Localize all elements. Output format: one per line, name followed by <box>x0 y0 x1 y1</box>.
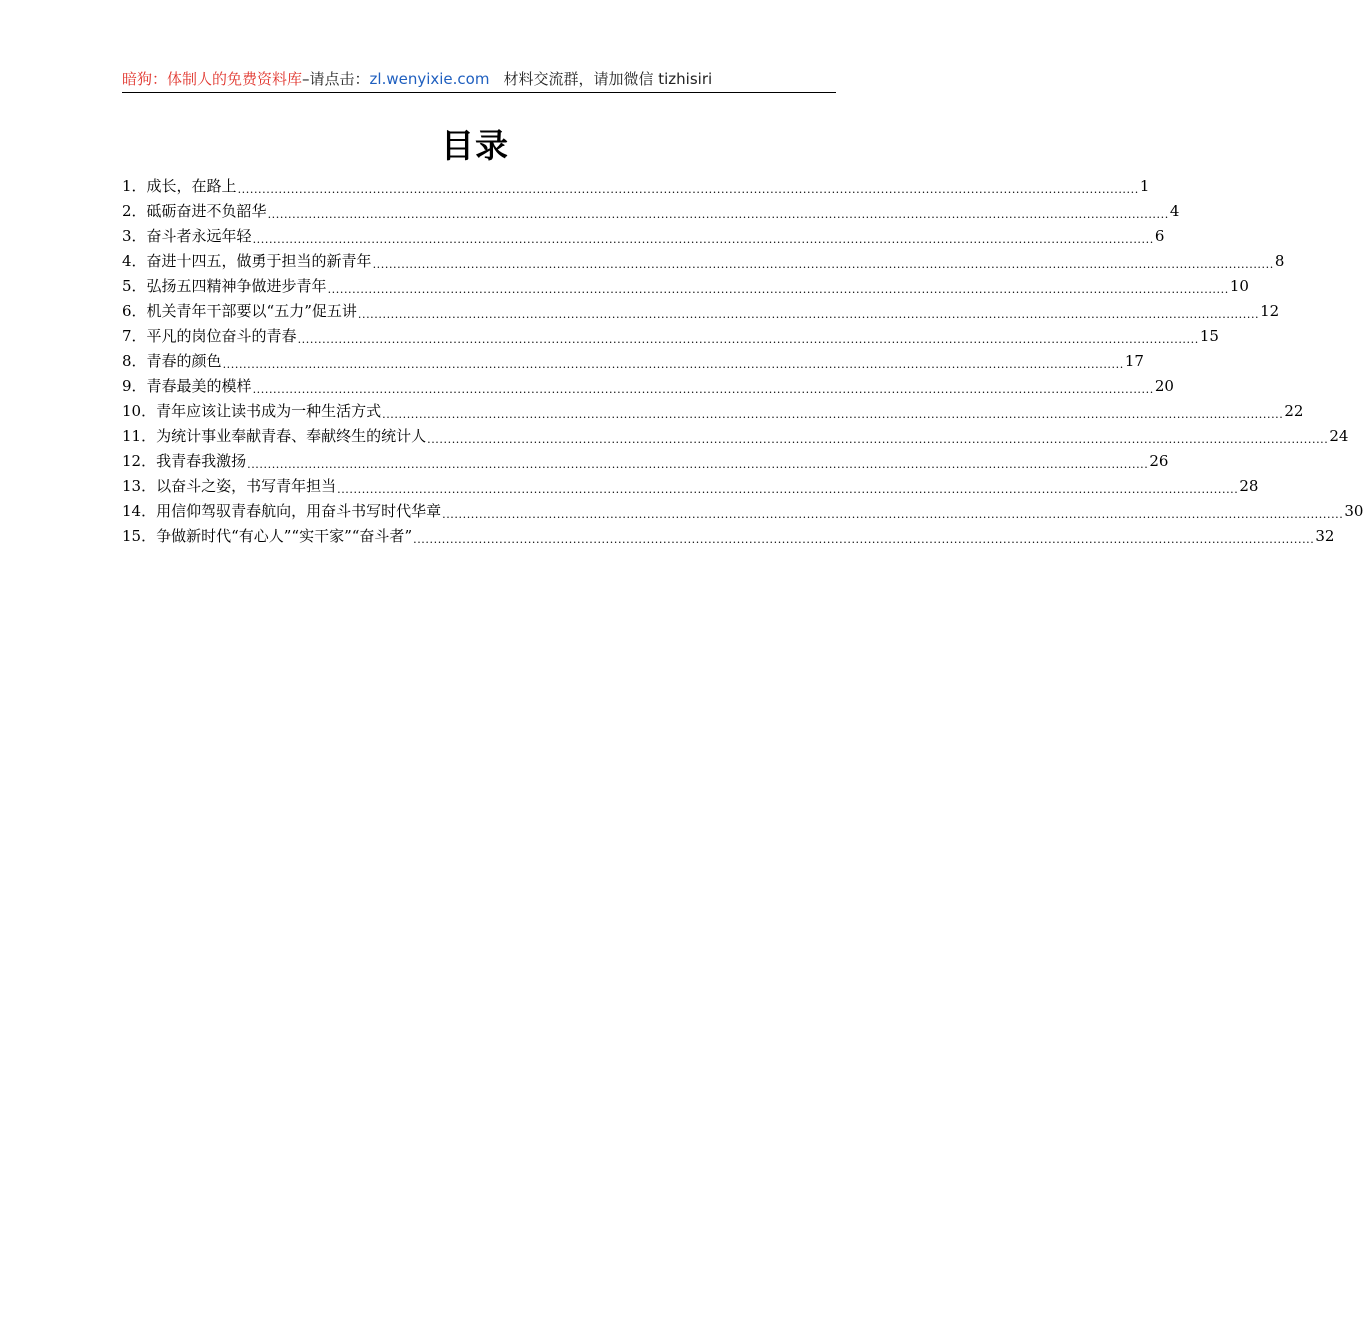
toc-leader-dots: ............................................................................................................................................................................................................................ <box>427 433 1329 446</box>
toc-entry-page: 4 <box>1169 202 1180 220</box>
toc-entry[interactable] <box>122 524 1335 549</box>
header-prompt: –请点击： <box>302 70 370 88</box>
header-brand: 暗狗：体制人的免费资料库 <box>122 70 303 88</box>
toc-entry-title: 砥砺奋进不负韶华 <box>146 202 267 220</box>
toc-leader-dots: ............................................................................................................................................................................................................................ <box>252 233 1154 246</box>
toc-entry-number: 6． <box>122 302 147 320</box>
toc-entry-page: 12 <box>1260 302 1280 320</box>
toc-entry-title: 平凡的岗位奋斗的青春 <box>146 327 297 345</box>
toc-leader-dots: ............................................................................................................................................................................................................................ <box>357 308 1260 321</box>
table-of-contents <box>122 174 1363 549</box>
toc-entry[interactable] <box>122 324 1219 349</box>
toc-entry-title: 为统计事业奉献青春、奉献终生的统计人 <box>156 427 427 445</box>
toc-entry-page: 32 <box>1315 527 1335 545</box>
header-wechat: 材料交流群，请加微信 tizhisiri <box>503 70 713 88</box>
toc-entry-number: 7． <box>122 327 147 345</box>
toc-entry[interactable] <box>122 399 1304 424</box>
toc-entry[interactable] <box>122 249 1285 274</box>
toc-entry-page: 8 <box>1274 252 1285 270</box>
toc-leader-dots: ............................................................................................................................................................................................................................ <box>247 458 1149 471</box>
toc-entry-title: 成长，在路上 <box>146 177 237 195</box>
header-url-link[interactable]: zl.wenyixie.com <box>369 70 490 88</box>
toc-leader-dots: ............................................................................................................................................................................................................................ <box>252 383 1154 396</box>
toc-entry-page: 28 <box>1239 477 1259 495</box>
toc-entry-page: 24 <box>1329 427 1349 445</box>
toc-entry[interactable] <box>122 349 1144 374</box>
toc-entry-page: 26 <box>1149 452 1169 470</box>
toc-entry-title: 我青春我激扬 <box>156 452 247 470</box>
toc-leader-dots: ............................................................................................................................................................................................................................ <box>267 208 1169 221</box>
toc-entry-page: 22 <box>1284 402 1304 420</box>
toc-leader-dots: ............................................................................................................................................................................................................................ <box>237 183 1139 196</box>
toc-leader-dots: ............................................................................................................................................................................................................................ <box>297 333 1199 346</box>
toc-entry[interactable] <box>122 499 1363 524</box>
toc-entry-number: 2． <box>122 202 147 220</box>
toc-entry-number: 10． <box>122 402 157 420</box>
toc-entry-page: 30 <box>1344 502 1363 520</box>
toc-entry-number: 14． <box>122 502 157 520</box>
toc-entry-title: 青年应该让读书成为一种生活方式 <box>156 402 382 420</box>
toc-entry-title: 机关青年干部要以“五力”促五讲 <box>146 302 357 320</box>
toc-leader-dots: ............................................................................................................................................................................................................................ <box>442 508 1344 521</box>
toc-leader-dots: ............................................................................................................................................................................................................................ <box>337 483 1239 496</box>
toc-entry-page: 17 <box>1124 352 1144 370</box>
toc-entry[interactable] <box>122 274 1249 299</box>
toc-entry[interactable] <box>122 299 1280 324</box>
page-header <box>122 66 836 92</box>
toc-entry-number: 12． <box>122 452 157 470</box>
toc-entry[interactable] <box>122 449 1169 474</box>
toc-entry-number: 1． <box>122 177 147 195</box>
toc-entry[interactable] <box>122 424 1349 449</box>
toc-entry-number: 3． <box>122 227 147 245</box>
toc-entry-page: 6 <box>1154 227 1165 245</box>
page-title: 目录 <box>441 126 509 165</box>
toc-entry-number: 15． <box>122 527 157 545</box>
toc-entry-number: 5． <box>122 277 147 295</box>
toc-entry[interactable] <box>122 474 1259 499</box>
toc-entry-title: 青春最美的模样 <box>146 377 252 395</box>
toc-entry-number: 13． <box>122 477 157 495</box>
toc-leader-dots: ............................................................................................................................................................................................................................ <box>382 408 1284 421</box>
toc-entry[interactable] <box>122 224 1165 249</box>
toc-entry-number: 11． <box>122 427 157 445</box>
toc-leader-dots: ............................................................................................................................................................................................................................ <box>372 258 1274 271</box>
toc-entry-page: 20 <box>1154 377 1174 395</box>
toc-entry-page: 10 <box>1229 277 1249 295</box>
toc-leader-dots: ............................................................................................................................................................................................................................ <box>222 358 1124 371</box>
toc-entry-page: 15 <box>1199 327 1219 345</box>
toc-entry-title: 弘扬五四精神争做进步青年 <box>146 277 327 295</box>
toc-entry-title: 用信仰驾驭青春航向，用奋斗书写时代华章 <box>156 502 442 520</box>
toc-entry[interactable] <box>122 199 1180 224</box>
toc-entry-number: 8． <box>122 352 147 370</box>
toc-entry[interactable] <box>122 374 1174 399</box>
toc-entry-title: 以奋斗之姿，书写青年担当 <box>156 477 337 495</box>
toc-entry-title: 争做新时代“有心人”“实干家”“奋斗者” <box>156 527 413 545</box>
toc-entry-number: 4． <box>122 252 147 270</box>
toc-leader-dots: ............................................................................................................................................................................................................................ <box>413 533 1315 546</box>
toc-entry-title: 奋进十四五，做勇于担当的新青年 <box>146 252 372 270</box>
header-divider <box>122 92 836 93</box>
toc-entry-page: 1 <box>1139 177 1150 195</box>
toc-entry-title: 奋斗者永远年轻 <box>146 227 252 245</box>
toc-entry-number: 9． <box>122 377 147 395</box>
toc-entry-title: 青春的颜色 <box>146 352 222 370</box>
toc-leader-dots: ............................................................................................................................................................................................................................ <box>327 283 1229 296</box>
toc-entry[interactable] <box>122 174 1150 199</box>
